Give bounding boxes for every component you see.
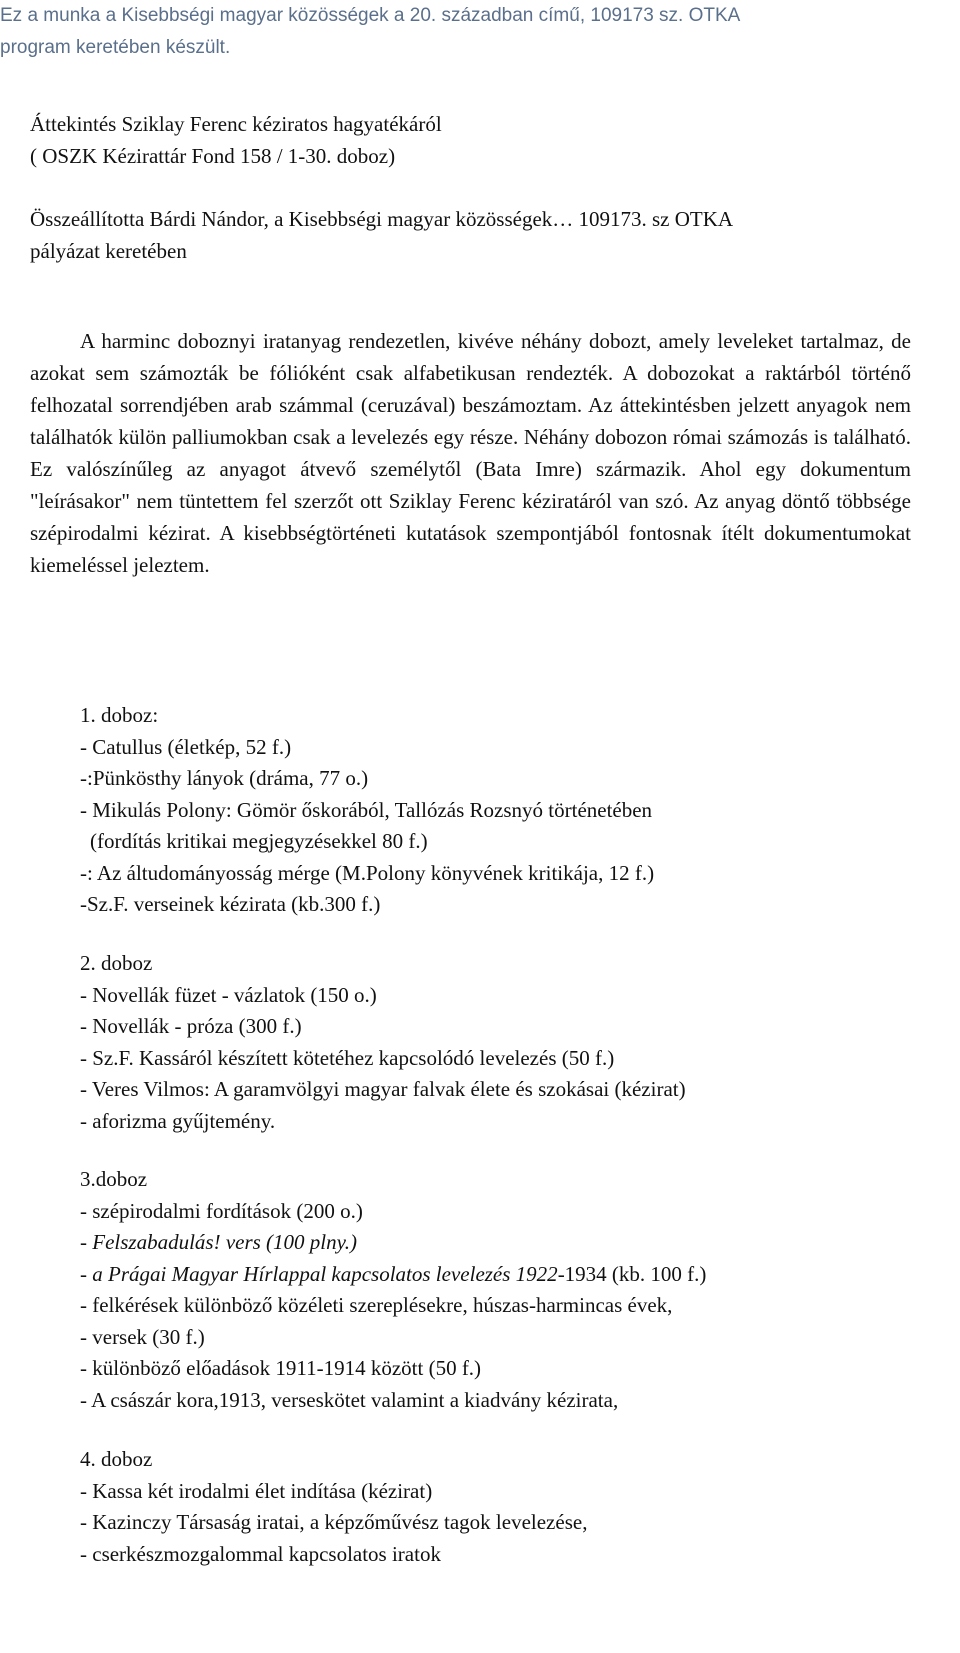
list-item: - Novellák - próza (300 f.) [80,1014,302,1038]
list-item: -:Pünkösthy lányok (dráma, 77 o.) [80,766,369,790]
list-item: - Kassa két irodalmi élet indítása (kézirat) [80,1478,433,1503]
title-line: ( OSZK Kézirattár Fond 158 / 1-30. doboz) [30,144,396,168]
list-item: - Mikulás Polony: Gömör őskorából, Tallózás Rozsnyó történetében [80,797,653,822]
box-heading: 4. doboz [80,1447,153,1471]
otka-header-note [0,0,880,64]
list-item: - Kazinczy Társaság iratai, a képzőművész tagok levelezése, [80,1510,588,1534]
list-item: - cserkészmozgalommal kapcsolatos iratok [80,1541,441,1566]
box-3-section [80,1164,930,1416]
list-item-highlighted: - Felszabadulás! vers (100 plny.) [80,1230,358,1254]
box-heading: 2. doboz [80,951,153,975]
list-item: - szépirodalmi fordítások (200 o.) [80,1198,363,1223]
compiler-line: Összeállította Bárdi Nándor, a Kisebbségi magyar közösségek… 109173. sz OTKA [30,207,734,231]
compiler-line: pályázat keretében [30,239,187,263]
box-2-section [80,948,930,1137]
list-item-remainder: -1934 (kb. 100 f.) [557,1261,707,1286]
list-item: - Sz.F. Kassáról készített kötetéhez kapcsolódó levelezés (50 f.) [80,1045,615,1070]
intro-paragraph [30,325,911,581]
list-item: - A császár kora,1913, verseskötet valamint a kiadvány kézirata, [80,1387,619,1412]
box-4-section [80,1444,930,1570]
list-item: -Sz.F. verseinek kézirata (kb.300 f.) [80,892,381,916]
list-item: - Novellák füzet - vázlatok (150 o.) [80,982,377,1007]
document-title [30,108,910,172]
list-item: - felkérések különböző közéleti szereplésekre, húszas-harmincas évek, [80,1293,673,1317]
list-item: - különböző előadások 1911-1914 között (50 f.) [80,1356,482,1380]
title-line: Áttekintés Sziklay Ferenc kéziratos hagyatékáról [30,112,442,136]
list-item: - Catullus (életkép, 52 f.) [80,734,292,759]
intro-text-part1: A harminc doboznyi iratanyag rendezetlen, kivéve néhány dobozt, amely leveleket tartalmaz, de azokat sem számozták be fólióként csak alfabetikusan rendezték. A dobozokat a raktárból történő felhozatal sorrendjében arab számmal (ceruzával) beszámoztam. Az áttekintésben jelzett anyagok nem találhatók külön palliumokban csak a levelezés egy része. Néhány dobozon római számozás is található. Ez valószínűleg az anyagot átvevő személytől (Bata Imre) származik. Ahol egy dokumentum "leírásakor" nem tüntettem fel szerzőt ott Sziklay Ferenc kéziratáról van szó. [30,329,911,513]
list-item: -: Az áltudományosság mérge (M.Polony könyvének kritikája, 12 f.) [80,860,655,885]
list-item-continuation: (fordítás kritikai megjegyzésekkel 80 f.) [90,829,428,853]
list-item: - versek (30 f.) [80,1324,205,1349]
list-item-highlighted: - a Prágai Magyar Hírlappal kapcsolatos levelezés 1922 [80,1261,558,1286]
box-heading: 1. doboz: [80,703,159,727]
header-line: Ez a munka a Kisebbségi magyar közösségek a 20. században című, 109173 sz. OTKA [0,5,741,26]
list-item [80,1259,930,1291]
header-line: program keretében készült. [0,37,231,58]
box-heading: 3.doboz [80,1167,148,1191]
intro-text-part2: Az anyag döntő többsége szépirodalmi kézirat. A kisebbségtörténeti kutatások szempontjából fontosnak ítélt dokumentumokat kiemeléssel jeleztem. [30,489,911,577]
box-1-section [80,700,930,921]
compiler-note [30,203,910,267]
list-item: - Veres Vilmos: A garamvölgyi magyar falvak élete és szokásai (kézirat) [80,1077,686,1101]
list-item: - aforizma gyűjtemény. [80,1108,276,1133]
